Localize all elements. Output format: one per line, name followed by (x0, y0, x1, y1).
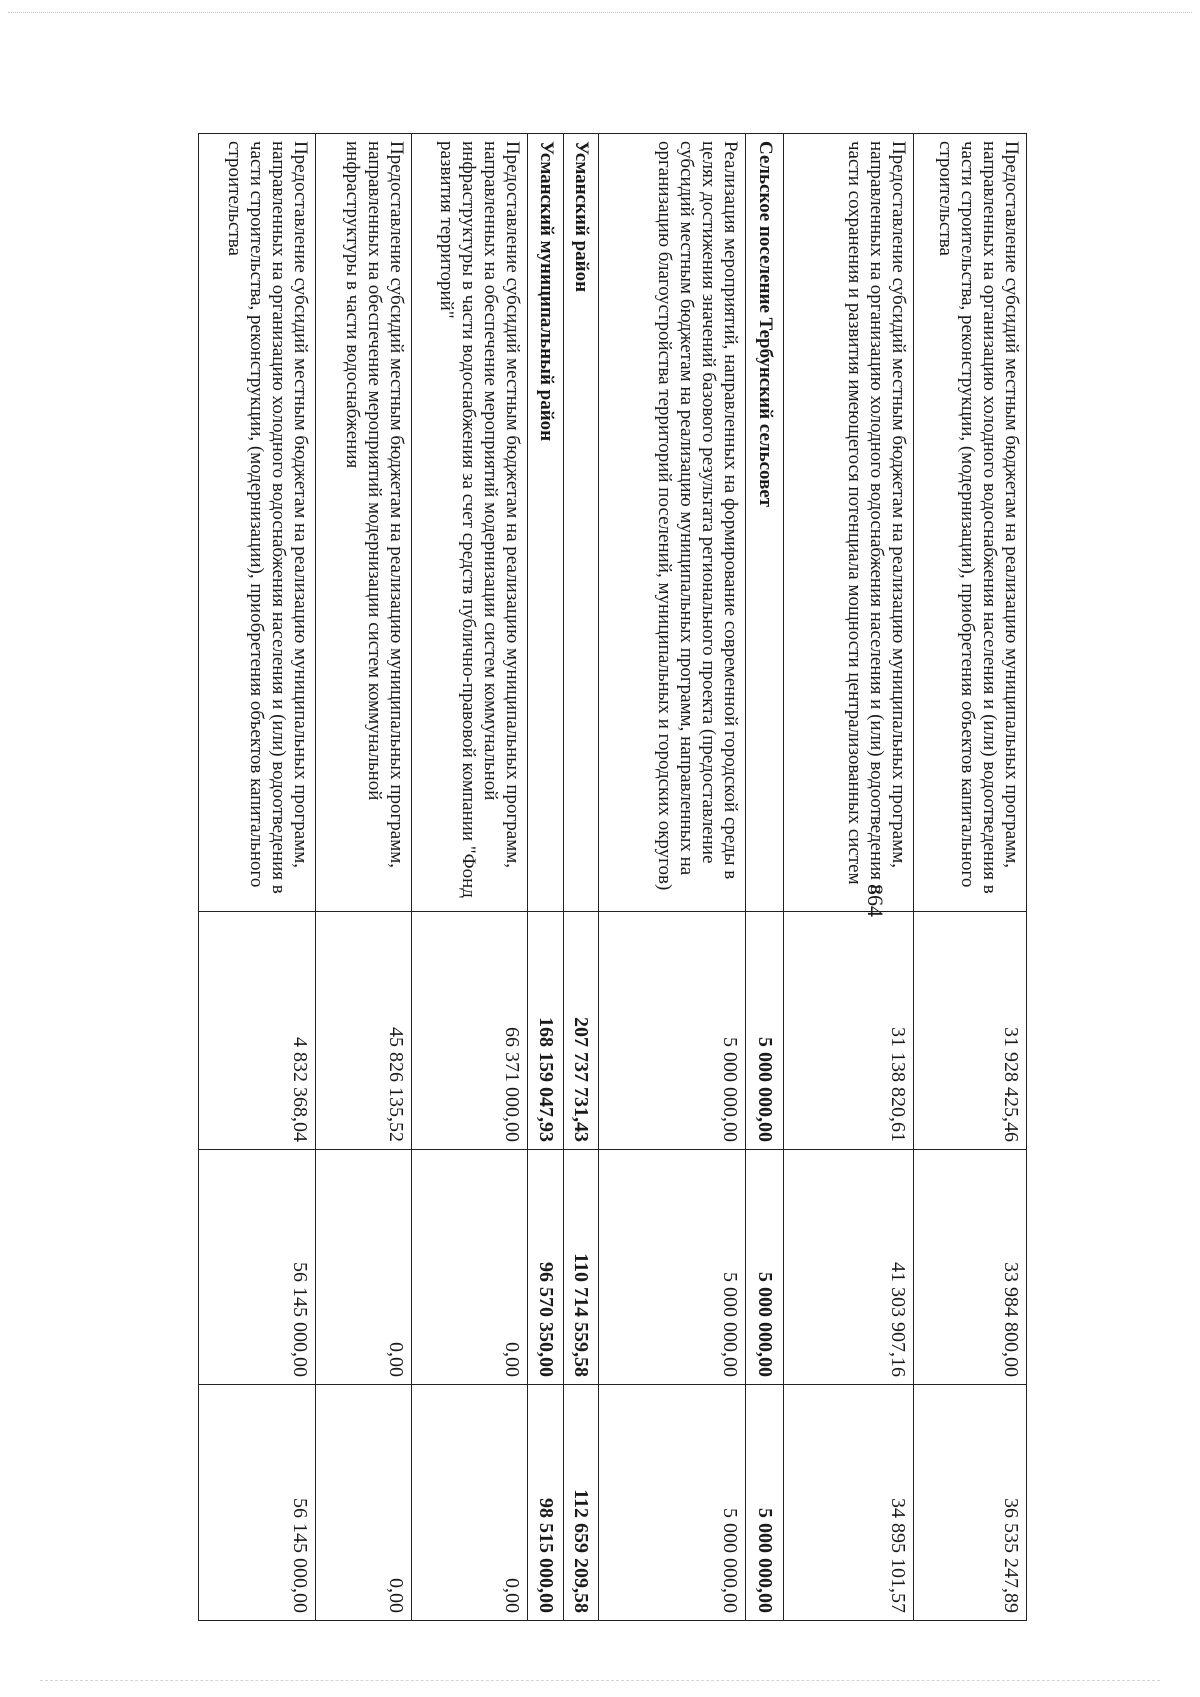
row-description: Реализация мероприятий, направленных на формирование современной городской среды в целях достижения значений базового результата регионального проекта (предоставление субсидий местным бюджетам на реализацию муниципальных программ, направленных на организацию благоустройства территорий поселений, муниципальных и городских округов) (599, 134, 746, 912)
amount-year-3: 0,00 (412, 1385, 528, 1621)
amount-year-2: 0,00 (316, 1150, 412, 1385)
amount-year-3: 5 000 000,00 (599, 1385, 746, 1621)
amount-year-1: 207 737 731,43 (564, 912, 599, 1150)
table-row-subtotal (528, 134, 564, 1621)
amount-year-3: 0,00 (316, 1385, 412, 1621)
amount-year-3: 98 515 000,00 (528, 1385, 564, 1621)
amount-year-1: 31 138 820,61 (784, 912, 914, 1150)
row-description: Предоставление субсидий местным бюджетам на реализацию муниципальных программ, направленных на обеспечение мероприятий модернизации систем коммунальной инфраструктуры в части водоснабжения (316, 134, 412, 912)
rotated-table-container (199, 133, 1027, 1620)
scan-top-border (8, 12, 1192, 13)
table-row (784, 134, 914, 1621)
amount-year-3: 34 895 101,57 (784, 1385, 914, 1621)
row-description: Усманский муниципальный район (528, 134, 564, 912)
amount-year-2: 0,00 (412, 1150, 528, 1385)
amount-year-2: 56 145 000,00 (199, 1150, 316, 1385)
row-description: Предоставление субсидий местным бюджетам на реализацию муниципальных программ, направленных на организацию холодного водоснабжения населения и (или) водоотведения в части строительства, реконструкции, (модернизации), приобретения объектов капитального строительства (914, 134, 1027, 912)
table-row (199, 134, 316, 1621)
amount-year-1: 5 000 000,00 (746, 912, 784, 1150)
amount-year-3: 5 000 000,00 (746, 1385, 784, 1621)
amount-year-1: 168 159 047,93 (528, 912, 564, 1150)
table-row (316, 134, 412, 1621)
row-description: Предоставление субсидий местным бюджетам на реализацию муниципальных программ, направленных на организацию холодного водоснабжения населения и (или) водоотведения в части сохранения и развития имеющегося потенциала мощности централизованных систем (784, 134, 914, 912)
scan-bottom-border (40, 1680, 1160, 1681)
amount-year-2: 5 000 000,00 (599, 1150, 746, 1385)
row-description: Усманский район (564, 134, 599, 912)
table-row-subtotal (746, 134, 784, 1621)
table-row (412, 134, 528, 1621)
amount-year-1: 45 826 135,52 (316, 912, 412, 1150)
amount-year-3: 112 659 209,58 (564, 1385, 599, 1621)
amount-year-2: 5 000 000,00 (746, 1150, 784, 1385)
amount-year-3: 36 535 247,89 (914, 1385, 1027, 1621)
amount-year-2: 41 303 907,16 (784, 1150, 914, 1385)
amount-year-1: 66 371 000,00 (412, 912, 528, 1150)
budget-table (198, 133, 1027, 1621)
table-row-subtotal (564, 134, 599, 1621)
amount-year-1: 31 928 425,46 (914, 912, 1027, 1150)
amount-year-2: 33 984 800,00 (914, 1150, 1027, 1385)
amount-year-2: 110 714 559,58 (564, 1150, 599, 1385)
row-description: Предоставление субсидий местным бюджетам на реализацию муниципальных программ, направленных на обеспечение мероприятий модернизации систем коммунальной инфраструктуры в части водоснабжения за счет средств публично-правовой компании "Фонд развития территорий" (412, 134, 528, 912)
amount-year-1: 5 000 000,00 (599, 912, 746, 1150)
amount-year-2: 96 570 350,00 (528, 1150, 564, 1385)
table-row (599, 134, 746, 1621)
row-description: Предоставление субсидий местным бюджетам на реализацию муниципальных программ, направленных на организацию холодного водоснабжения населения и (или) водоотведения в части строительства, реконструкции, (модернизации), приобретения объектов капитального строительства (199, 134, 316, 912)
amount-year-1: 4 832 368,04 (199, 912, 316, 1150)
table-row (914, 134, 1027, 1621)
row-description: Сельское поселение Тербунский сельсовет (746, 134, 784, 912)
amount-year-3: 56 145 000,00 (199, 1385, 316, 1621)
page-number: 864 (863, 884, 888, 917)
